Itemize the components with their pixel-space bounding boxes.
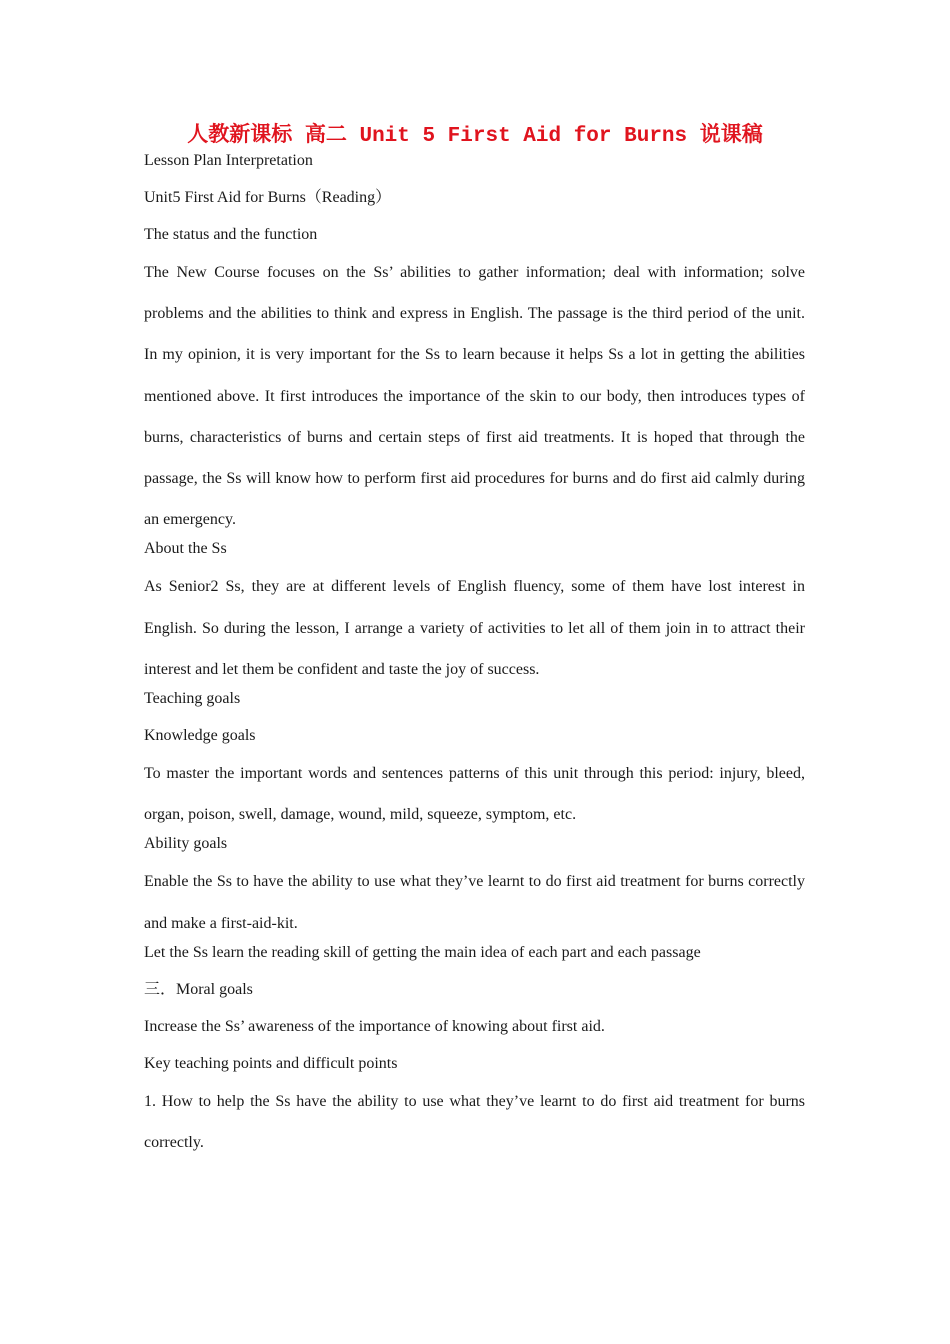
paragraph-about-ss: As Senior2 Ss, they are at different levels of English fluency, some of them have lost interest in English. So during the lesson, I arrange a variety of activities to let all of them join in to attract their interest and let them be confident and taste the joy of success. [144, 578, 805, 678]
line-reading-skill: Let the Ss learn the reading skill of getting the main idea of each part and each passage [144, 943, 701, 961]
heading-ability-goals: Ability goals [144, 835, 228, 853]
subtitle-lesson-plan: Lesson Plan Interpretation [144, 152, 313, 169]
subtitle-unit: Unit5 First Aid for Burns（Reading） [144, 189, 392, 206]
heading-moral-goals: 三．Moral goals [144, 980, 253, 998]
paragraph-ability-goals: Enable the Ss to have the ability to use what they’ve learnt to do first aid treatment for burns correctly and make a first-aid-kit. [144, 873, 805, 932]
paragraph-status-function: The New Course focuses on the Ss’ abilities to gather information; deal with information; solve problems and the abilities to think and express in English. The passage is the third period of the unit. In my opinion, it is very important for the Ss to learn because it helps Ss a lot in getting the abilities mentioned above. It first introduces the importance of the skin to our body, then introduces types of burns, characteristics of burns and certain steps of first aid treatments. It is hoped that through the passage, the Ss will know how to perform first aid procedures for burns and do first aid calmly during an emergency. [144, 264, 805, 529]
document-title: 人教新课标 高二 Unit 5 First Aid for Burns 说课稿 [187, 125, 763, 148]
document-body [144, 146, 805, 1157]
line-moral-goals: Increase the Ss’ awareness of the importance of knowing about first aid. [144, 1017, 605, 1035]
heading-knowledge-goals: Knowledge goals [144, 727, 256, 745]
heading-status-function: The status and the function [144, 226, 318, 243]
heading-about-ss: About the Ss [144, 540, 227, 558]
paragraph-key-point-1: 1. How to help the Ss have the ability to use what they’ve learnt to do first aid treatment for burns correctly. [144, 1092, 805, 1152]
heading-teaching-goals: Teaching goals [144, 690, 241, 708]
paragraph-knowledge-goals: To master the important words and sentences patterns of this unit through this period: injury, bleed, organ, poison, swell, damage, wound, mild, squeeze, symptom, etc. [144, 765, 805, 824]
heading-key-points: Key teaching points and difficult points [144, 1054, 398, 1072]
